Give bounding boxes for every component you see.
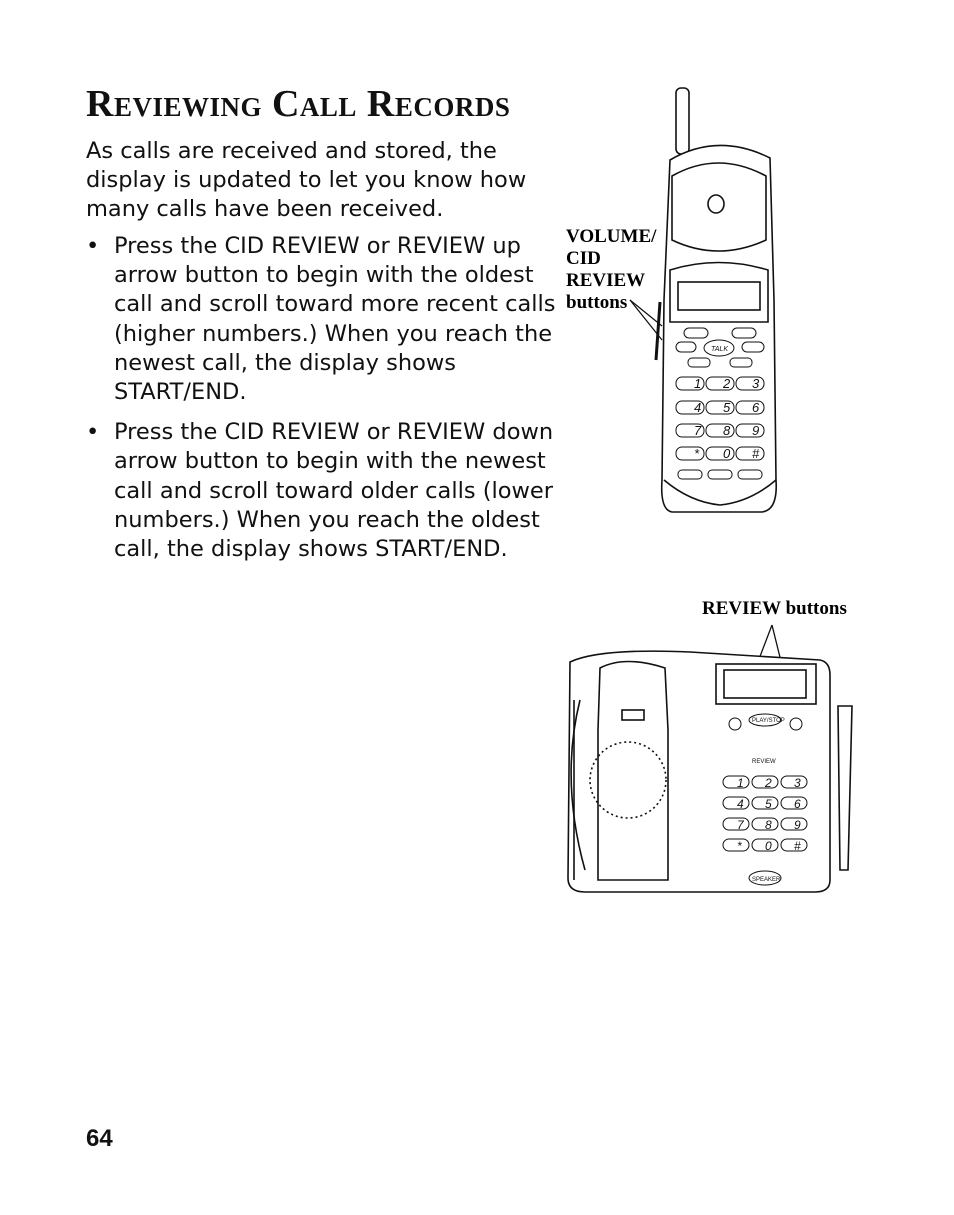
list-item (86, 418, 556, 564)
bullet-symbol: • (86, 419, 100, 446)
key-label: 8 (723, 423, 731, 438)
callout-line: REVIEW (566, 270, 646, 291)
review-up-button (729, 718, 741, 730)
play-stop-label: PLAY/STOP (752, 718, 785, 724)
list-item (86, 232, 556, 407)
key-label: 5 (723, 400, 731, 415)
key-label: 9 (752, 423, 760, 438)
key-label: 0 (765, 839, 772, 853)
key-label: # (794, 839, 801, 853)
key-label: * (737, 839, 742, 853)
key-label: # (752, 446, 760, 461)
list-item-text: Press the CID REVIEW or REVIEW up arrow button to begin with the oldest call and scroll toward more recent calls (higher numbers.) When you reach the newest call, the display shows START/END. (114, 233, 556, 406)
key-label: * (694, 446, 700, 461)
instruction-list (86, 232, 556, 575)
page-title: Reviewing Call Records (86, 83, 511, 125)
key-label: 0 (723, 446, 731, 461)
intro-paragraph: As calls are received and stored, the display is updated to let you know how many calls have been received. (86, 138, 527, 222)
base-callout: REVIEW buttons (702, 598, 847, 619)
base-body (568, 651, 830, 892)
key-label: 5 (765, 797, 772, 811)
key-label: 4 (694, 400, 702, 415)
key-label: 2 (723, 376, 731, 391)
list-item-text: Press the CID REVIEW or REVIEW down arrow button to begin with the newest call and scroll toward older calls (lower numbers.) When you reach the oldest call, the display shows START/END. (114, 419, 554, 563)
review-label: REVIEW (752, 759, 776, 765)
key-label: 1 (694, 376, 702, 391)
key-label: 2 (765, 776, 772, 790)
base-illustration (548, 618, 858, 900)
page-number: 64 (86, 1125, 113, 1152)
key-label: 8 (765, 818, 772, 832)
bullet-symbol: • (86, 233, 100, 259)
key-label: 3 (794, 776, 801, 790)
key-label: 6 (794, 797, 801, 811)
key-label: 3 (752, 376, 760, 391)
speaker-label: SPEAKER (752, 877, 781, 883)
key-label: 1 (737, 776, 744, 790)
key-label: 9 (794, 818, 801, 832)
callout-line: VOLUME/ (566, 226, 657, 247)
callout-line: buttons (566, 292, 628, 313)
callout-line: CID (566, 248, 601, 269)
key-label: 6 (752, 400, 760, 415)
antenna (676, 88, 689, 154)
base-antenna (838, 706, 852, 870)
volume-cid-review-buttons (656, 302, 660, 360)
talk-label: TALK (711, 346, 728, 353)
key-label: 7 (694, 423, 702, 438)
review-down-button (790, 718, 802, 730)
key-label: 7 (737, 818, 744, 832)
key-label: 4 (737, 797, 744, 811)
handset-illustration (600, 85, 800, 525)
